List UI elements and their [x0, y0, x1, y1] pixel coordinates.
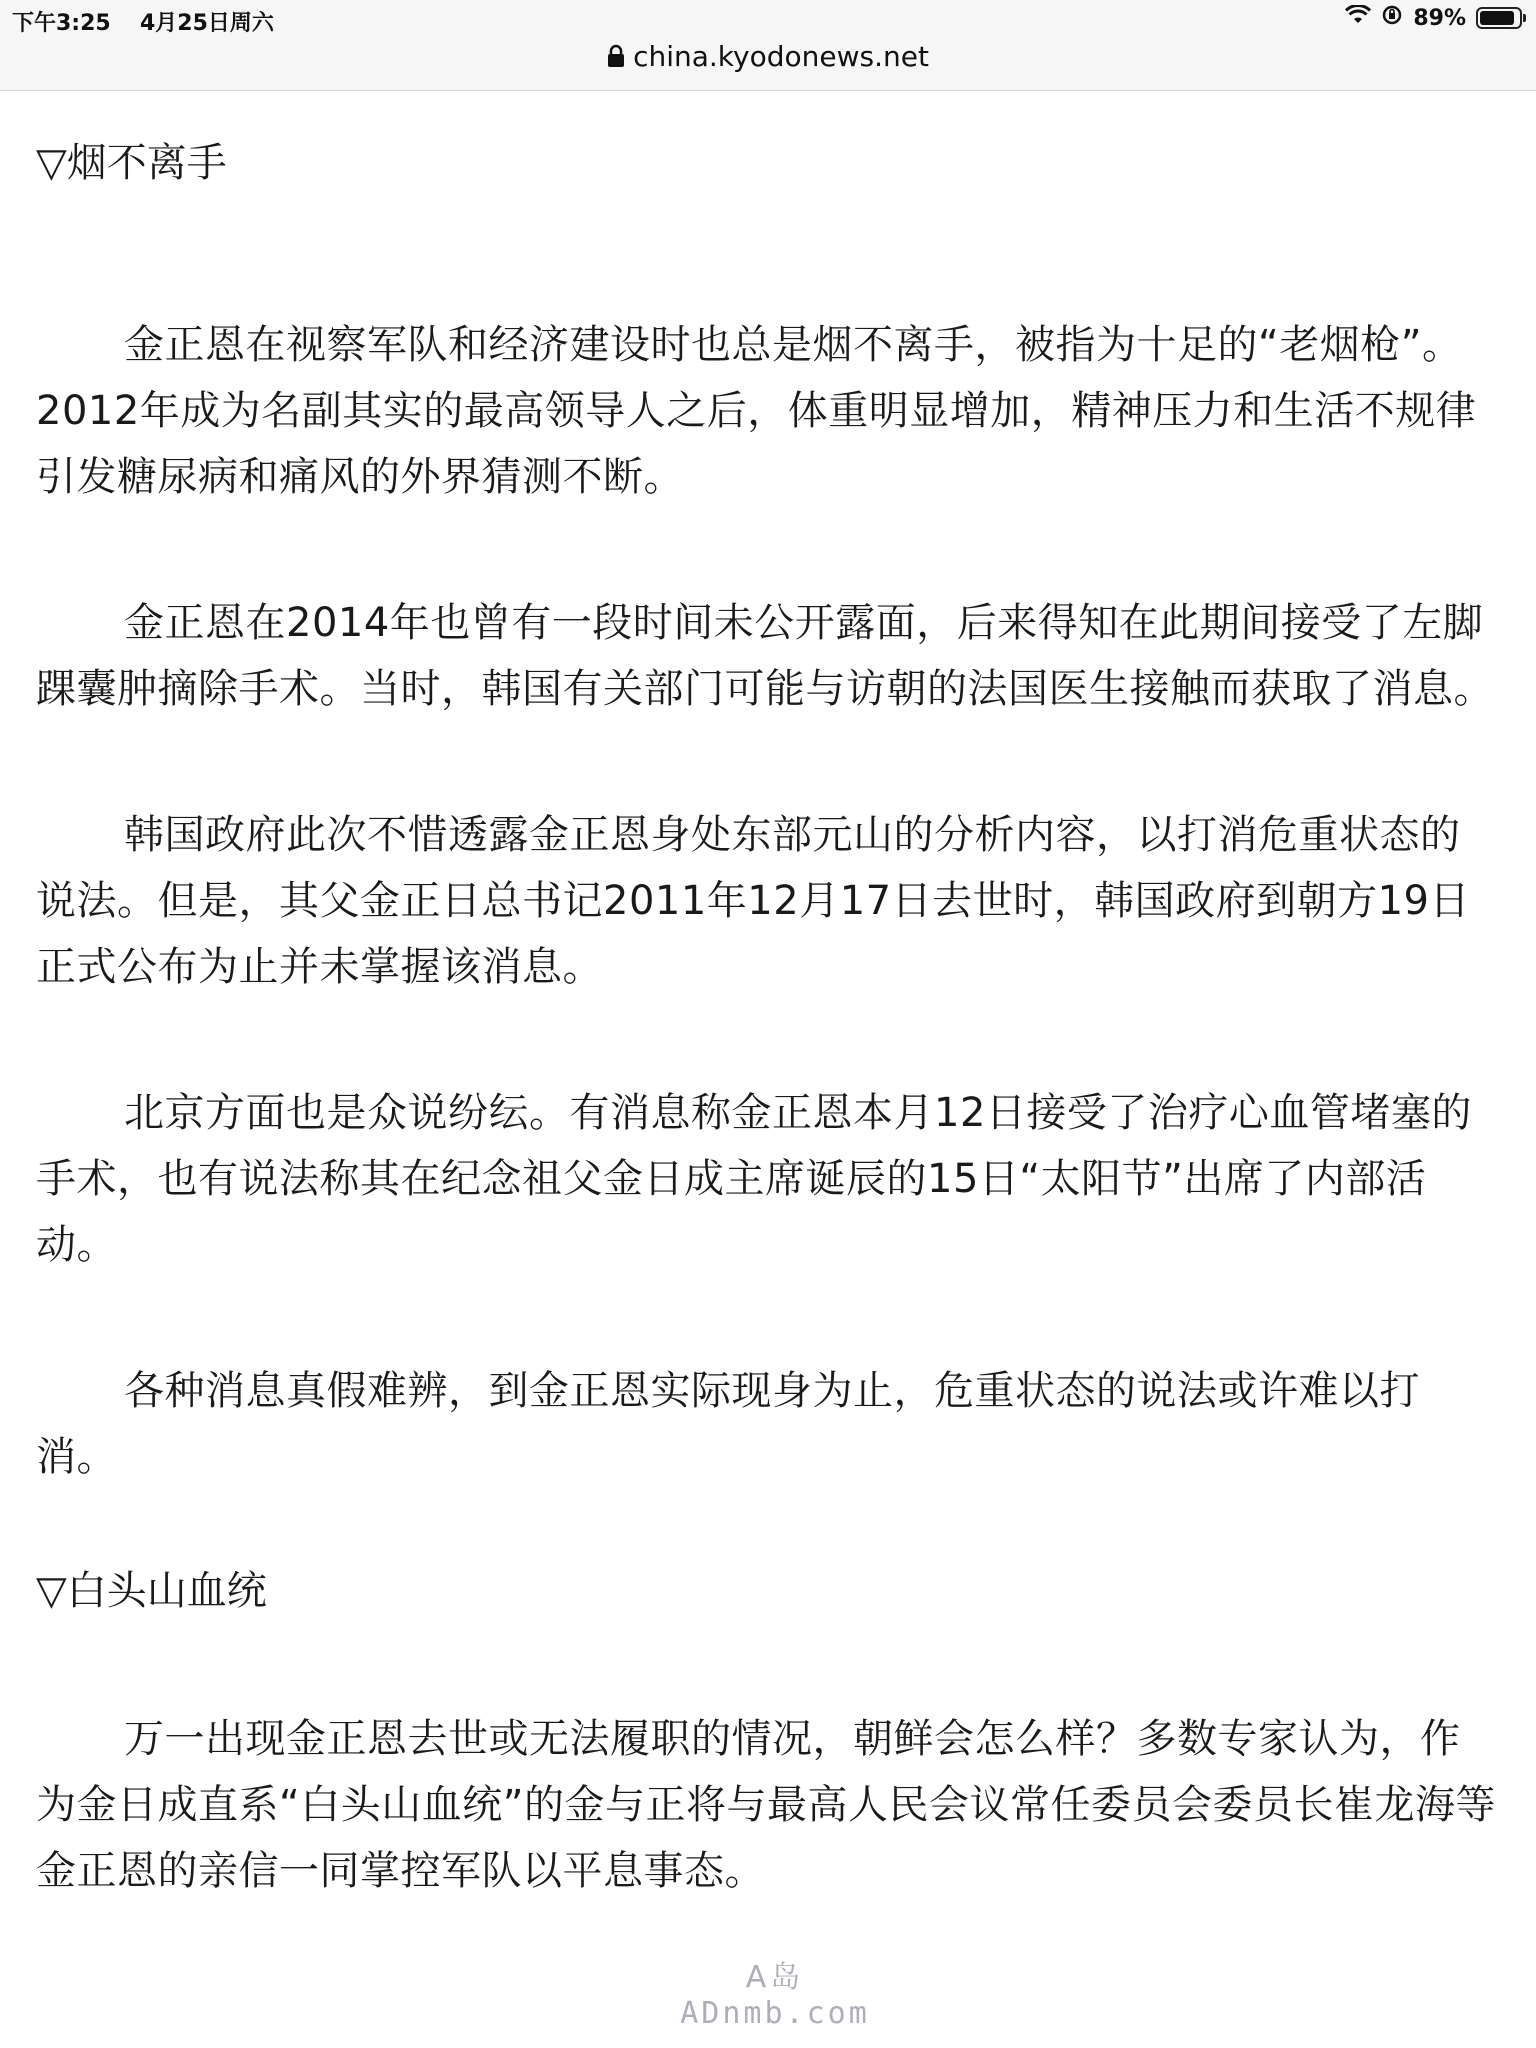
article-paragraph: 北京方面也是众说纷纭。有消息称金正恩本月12日接受了治疗心血管堵塞的手术，也有说法称其在纪念祖父金日成主席诞辰的15日“太阳节”出席了内部活动。 [36, 1090, 1472, 1268]
article-body [36, 110, 1496, 1904]
url-text: china.kyodonews.net [633, 40, 929, 73]
wifi-icon [1345, 5, 1371, 31]
article-paragraph: 金正恩在2014年也曾有一段时间未公开露面，后来得知在此期间接受了左脚踝囊肿摘除手术。当时，韩国有关部门可能与访朝的法国医生接触而获取了消息。 [36, 600, 1494, 712]
url-bar[interactable] [0, 40, 1536, 75]
article-paragraph: 金正恩在视察军队和经济建设时也总是烟不离手，被指为十足的“老烟枪”。2012年成为名副其实的最高领导人之后，体重明显增加，精神压力和生活不规律引发糖尿病和痛风的外界猜测不断。 [36, 322, 1477, 500]
status-indicators [1345, 4, 1522, 32]
watermark-logo: A岛 [745, 1960, 805, 1995]
section-heading-smoking: ▽烟不离手 [36, 140, 227, 186]
article-paragraph: 万一出现金正恩去世或无法履职的情况，朝鲜会怎么样？多数专家认为，作为金日成直系“白头山血统”的金与正将与最高人民会议常任委员会委员长崔龙海等金正恩的亲信一同掌控军队以平息事态。 [36, 1716, 1496, 1894]
article-paragraph: 韩国政府此次不惜透露金正恩身处东部元山的分析内容，以打消危重状态的说法。但是，其父金正日总书记2011年12月17日去世时，韩国政府到朝方19日正式公布为止并未掌握该消息。 [36, 812, 1470, 990]
article-paragraph: 各种消息真假难辨，到金正恩实际现身为止，危重状态的说法或许难以打消。 [36, 1368, 1420, 1480]
watermark [650, 1952, 900, 2031]
section-heading-bloodline: ▽白头山血统 [36, 1568, 267, 1614]
battery-fill [1480, 11, 1514, 25]
status-time: 下午3:25 [12, 11, 111, 36]
battery-icon [1476, 7, 1522, 29]
lock-icon [607, 42, 625, 75]
watermark-site: ADnmb.com [680, 1996, 870, 2031]
status-date: 4月25日周六 [140, 11, 274, 36]
orientation-lock-icon [1381, 4, 1403, 32]
battery-percent: 89% [1413, 5, 1466, 31]
status-bar [0, 0, 1536, 91]
